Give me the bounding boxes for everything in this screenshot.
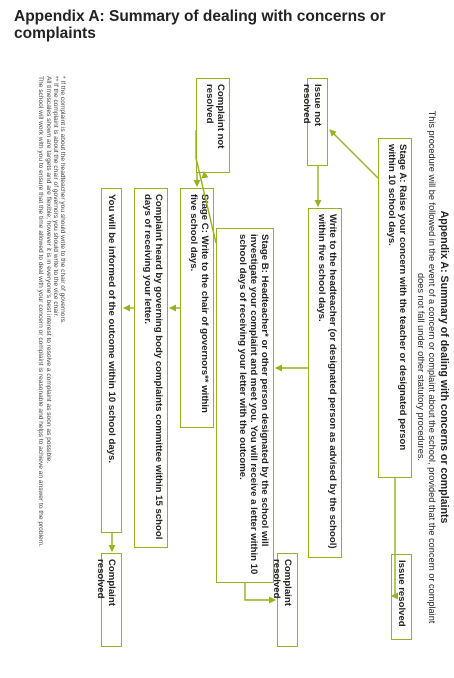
informed-text: You will be informed of the outcome within 10 school days. [106, 194, 117, 464]
arrow-stage-a-to-issue-resolved [392, 478, 395, 596]
flowchart [0, 68, 454, 666]
page-title: Appendix A: Summary of dealing with concerns or complaints [14, 8, 386, 42]
issue-not-resolved-text: Issue not resolved [300, 84, 323, 127]
flowchart-title: Appendix A: Summary of dealing with concerns or complaints [438, 210, 450, 524]
stage-a-text: Stage A: Raise your concern with the teacher or designated person within 10 school days. [385, 144, 408, 451]
write-headteacher-text: Write to the headteacher (or designated person as advised by the school) within five school days. [315, 214, 338, 549]
footnote: ** If the complaint is about the chair of governors you should write to the vice chair. [51, 76, 59, 318]
stage-c-text: Stage C: Write to the chair of governors** within five school days. [187, 194, 210, 413]
complaint-resolved-c-text: Complaint resolved [94, 559, 117, 606]
footnote: The school will work with you to ensure that the time allowed to deal with your concern or complaint is reasonable and helps to achieve an answer to the problem. [37, 76, 45, 547]
governing-body-text: Complaint heard by governing body complaints committee within 15 school days of receiving your letter. [141, 194, 164, 540]
complaint-resolved-b-text: Complaint resolved [270, 559, 293, 606]
complaint-not-resolved-text: Complaint not resolved [203, 84, 226, 149]
flowchart-intro: This procedure will be followed in the event of a concern or complaint about the school, provided that the concern or complaint does not fall under other statutory procedures. [416, 110, 437, 624]
flow-arrows [0, 68, 454, 666]
stage-b-text: Stage B: Headteacher* or other person designated by the school will investigate your complaint and meet you. You will receive a letter within 10 school days of receiving your letter with the outcome. [236, 234, 270, 575]
footnote: * If the complaint is about the headteacher you should write to the chair of governors. [59, 76, 66, 324]
issue-resolved-text: Issue resolved [396, 560, 407, 627]
arrow-stage-b-to-complaint-not-resolved [196, 130, 216, 243]
arrow-stage-a-to-issue-not-resolved [330, 130, 378, 178]
footnotes [37, 76, 66, 656]
arrow-stage-b-to-complaint-resolved [245, 583, 275, 600]
footnote: All timescales shown are targets and are flexible; however it is in everyone's best interest to resolve a complaint as soon as possible. [44, 76, 52, 464]
